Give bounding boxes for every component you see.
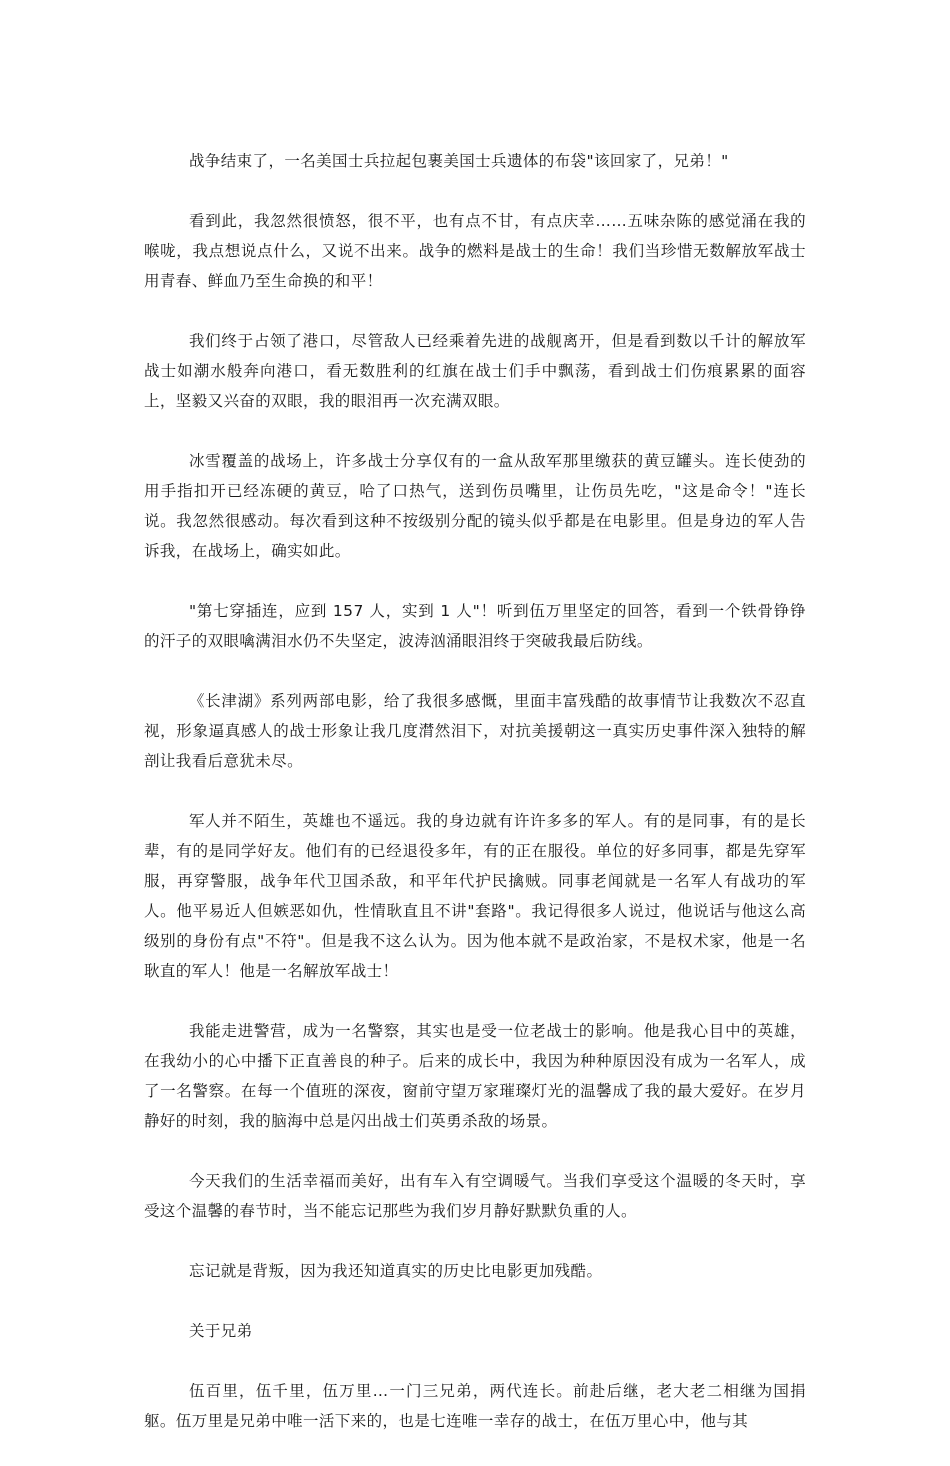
paragraph: 我们终于占领了港口，尽管敌人已经乘着先进的战舰离开，但是看到数以千计的解放军战士如潮水般奔向港口，看无数胜利的红旗在战士们手中飘荡，看到战士们伤痕累累的面容上，坚毅又兴奋的双眼，我的眼泪再一次充满双眼。 <box>144 332 806 410</box>
paragraph: 《长津湖》系列两部电影，给了我很多感慨，里面丰富残酷的故事情节让我数次不忍直视，形象逼真感人的战士形象让我几度潸然泪下，对抗美援朝这一真实历史事件深入独特的解剖让我看后意犹未尽。 <box>144 692 806 770</box>
section-heading: 关于兄弟 <box>188 1322 253 1340</box>
paragraph: 看到此，我忽然很愤怒，很不平，也有点不甘，有点庆幸……五味杂陈的感觉涌在我的喉咙，我点想说点什么，又说不出来。战争的燃料是战士的生命！我们当珍惜无数解放军战士用青春、鲜血乃至生命换的和平！ <box>144 212 806 290</box>
paragraph: 冰雪覆盖的战场上，许多战士分享仅有的一盒从敌军那里缴获的黄豆罐头。连长使劲的用手指扣开已经冻硬的黄豆，哈了口热气，送到伤员嘴里，让伤员先吃，"这是命令！"连长说。我忽然很感动。每次看到这种不按级别分配的镜头似乎都是在电影里。但是身边的军人告诉我，在战场上，确实如此。 <box>144 452 806 560</box>
paragraph: 忘记就是背叛，因为我还知道真实的历史比电影更加残酷。 <box>188 1262 603 1280</box>
paragraph: 战争结束了，一名美国士兵拉起包裹美国士兵遗体的布袋"该回家了，兄弟！" <box>188 152 729 170</box>
paragraph: "第七穿插连，应到 157 人，实到 1 人"！听到伍万里坚定的回答，看到一个铁骨铮铮的汗子的双眼噙满泪水仍不失坚定，波涛汹涌眼泪终于突破我最后防线。 <box>144 602 806 650</box>
paragraph: 军人并不陌生，英雄也不遥远。我的身边就有许许多多的军人。有的是同事，有的是长辈，有的是同学好友。他们有的已经退役多年，有的正在服役。单位的好多同事，都是先穿军服，再穿警服，战争年代卫国杀敌，和平年代护民擒贼。同事老闻就是一名军人有战功的军人。他平易近人但嫉恶如仇，性情耿直且不讲"套路"。我记得很多人说过，他说话与他这么高级别的身份有点"不符"。但是我不这么认为。因为他本就不是政治家，不是权术家，他是一名耿直的军人！他是一名解放军战士！ <box>144 812 806 980</box>
document-body <box>144 146 806 1466</box>
paragraph: 今天我们的生活幸福而美好，出有车入有空调暖气。当我们享受这个温暖的冬天时，享受这个温馨的春节时，当不能忘记那些为我们岁月静好默默负重的人。 <box>144 1172 806 1220</box>
paragraph: 我能走进警营，成为一名警察，其实也是受一位老战士的影响。他是我心目中的英雄，在我幼小的心中播下正直善良的种子。后来的成长中，我因为种种原因没有成为一名军人，成了一名警察。在每一个值班的深夜，窗前守望万家璀璨灯光的温馨成了我的最大爱好。在岁月静好的时刻，我的脑海中总是闪出战士们英勇杀敌的场景。 <box>144 1022 806 1130</box>
paragraph: 伍百里，伍千里，伍万里…一门三兄弟，两代连长。前赴后继，老大老二相继为国捐躯。伍万里是兄弟中唯一活下来的，也是七连唯一幸存的战士，在伍万里心中，他与其 <box>144 1382 806 1430</box>
